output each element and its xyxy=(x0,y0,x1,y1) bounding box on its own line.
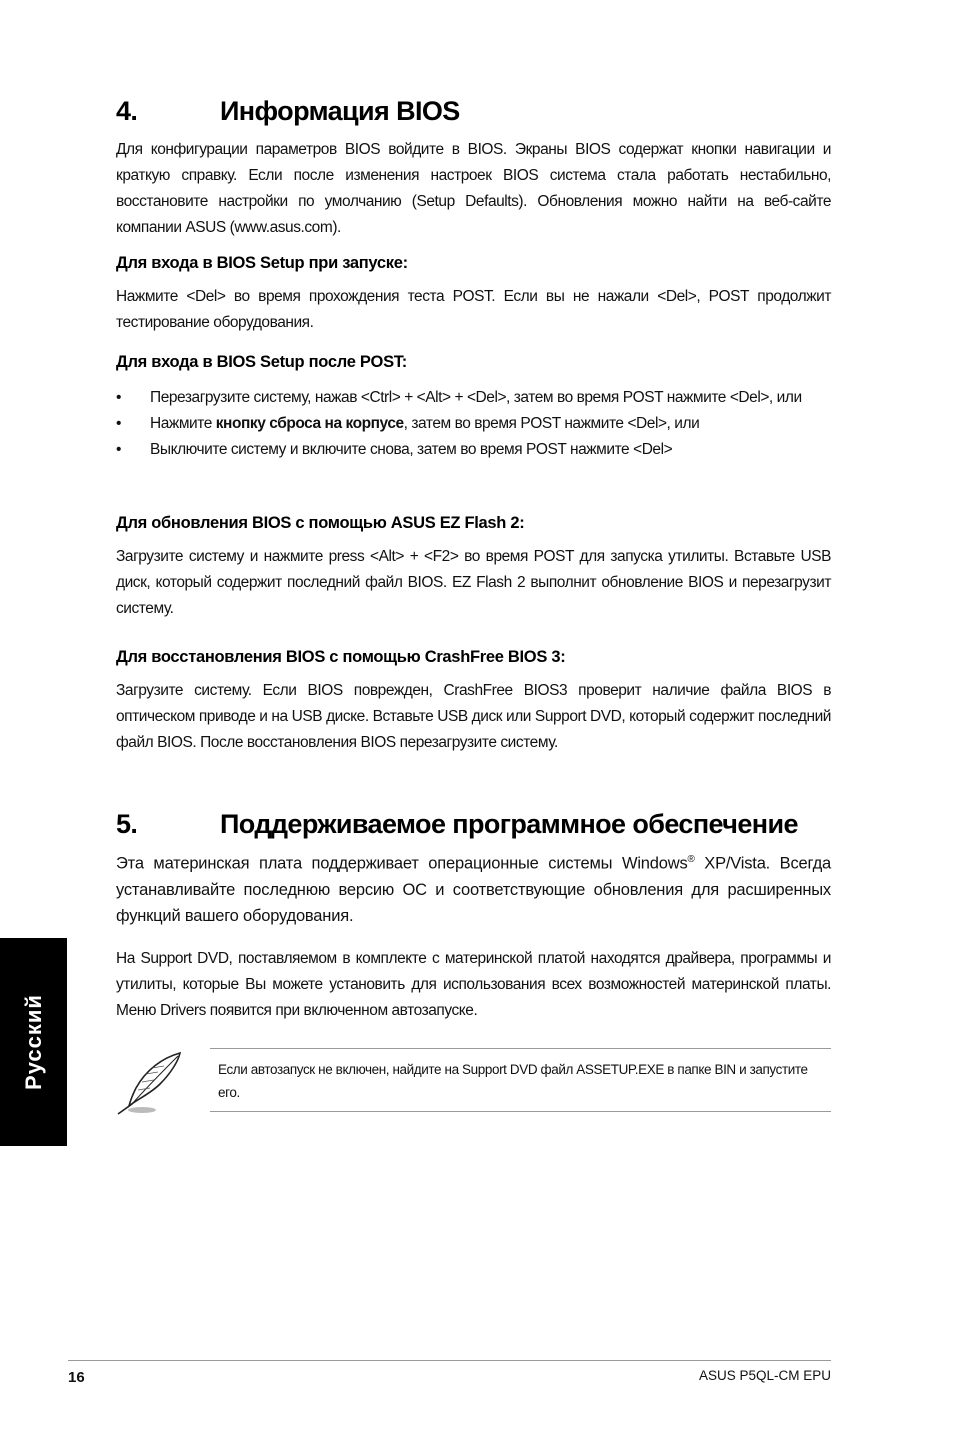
list-item-text-suffix: , затем во время POST нажмите <Del>, или xyxy=(403,415,700,432)
list-item-text: Выключите систему и включите снова, затем во время POST нажмите <Del> xyxy=(150,441,673,458)
bios-after-post-heading: Для входа в BIOS Setup после POST: xyxy=(116,353,407,371)
os-support-text-rest: XP/Vista. Всегда устанавливайте последнюю версию ОС и соответствующие обновления для расширенных функций вашего оборудования. xyxy=(116,854,831,925)
list-item xyxy=(116,437,831,463)
list-item-text-bold: кнопку сброса на корпусе xyxy=(215,415,404,432)
ez-flash-heading: Для обновления BIOS с помощью ASUS EZ Flash 2: xyxy=(116,514,525,532)
page-number: 16 xyxy=(68,1369,85,1386)
section-5-number: 5. xyxy=(116,809,138,839)
section-4-title: Информация BIOS xyxy=(220,96,460,126)
section-4-number: 4. xyxy=(116,96,138,126)
os-support-text: Эта материнская плата поддерживает операционные системы Windows xyxy=(116,854,688,873)
document-name: ASUS P5QL-CM EPU xyxy=(698,1368,831,1383)
registered-mark: ® xyxy=(687,854,695,865)
crashfree-heading: Для восстановления BIOS с помощью CrashFree BIOS 3: xyxy=(116,648,566,666)
bullet-marker: • xyxy=(116,441,121,458)
section-5-title: Поддерживаемое программное обеспечение xyxy=(220,809,798,839)
note-bottom-rule xyxy=(210,1111,831,1112)
list-item-text: Перезагрузите систему, нажав <Ctrl> + <Alt> + <Del>, затем во время POST нажмите <Del>, или xyxy=(150,389,802,406)
footer-rule xyxy=(68,1360,831,1361)
note-top-rule xyxy=(210,1048,831,1049)
bios-startup-text: Нажмите <Del> во время прохождения теста POST. Если вы не нажали <Del>, POST продолжит тестирование оборудования. xyxy=(116,288,831,331)
language-side-tab xyxy=(0,938,67,1146)
section-5-paragraph-2: На Support DVD, поставляемом в комплекте с материнской платой находятся драйвера, программы и утилиты, которые Вы можете установить для использования всех возможностей материнской платы. Меню Drivers появится при включенном автозапуске. xyxy=(116,950,831,1019)
list-item-text-prefix: Нажмите xyxy=(150,415,216,432)
bios-after-post-list xyxy=(116,385,831,463)
list-item xyxy=(116,385,831,411)
bullet-marker: • xyxy=(116,415,121,432)
feather-pen-icon xyxy=(112,1050,192,1118)
section-5-paragraph-1 xyxy=(116,847,831,929)
crashfree-text: Загрузите систему. Если BIOS поврежден, CrashFree BIOS3 проверит наличие файла BIOS в оптическом приводе и на USB диске. Вставьте USB диск или Support DVD, который содержит последний файл BIOS. После восстановления BIOS перезагрузите систему. xyxy=(116,682,831,751)
ez-flash-text: Загрузите систему и нажмите press <Alt> + <F2> во время POST для запуска утилиты. Вставьте USB диск, который содержит последний файл BIOS. EZ Flash 2 выполнит обновление BIOS и перезагрузит систему. xyxy=(116,548,831,617)
note-text: Если автозапуск не включен, найдите на Support DVD файл ASSETUP.EXE в папке BIN и запустите его. xyxy=(218,1062,808,1100)
section-4-intro: Для конфигурации параметров BIOS войдите в BIOS. Экраны BIOS содержат кнопки навигации и краткую справку. Если после изменения настроек BIOS система стала работать нестабильно, восстановите настройки по умолчанию (Setup Defaults). Обновления можно найти на веб-сайте компании ASUS (www.asus.com). xyxy=(116,141,831,236)
list-item xyxy=(116,411,831,437)
section-5-heading xyxy=(116,809,798,840)
bios-startup-heading: Для входа в BIOS Setup при запуске: xyxy=(116,254,408,272)
section-4-heading xyxy=(116,96,460,127)
language-label: Русский xyxy=(20,994,46,1090)
bullet-marker: • xyxy=(116,389,121,406)
